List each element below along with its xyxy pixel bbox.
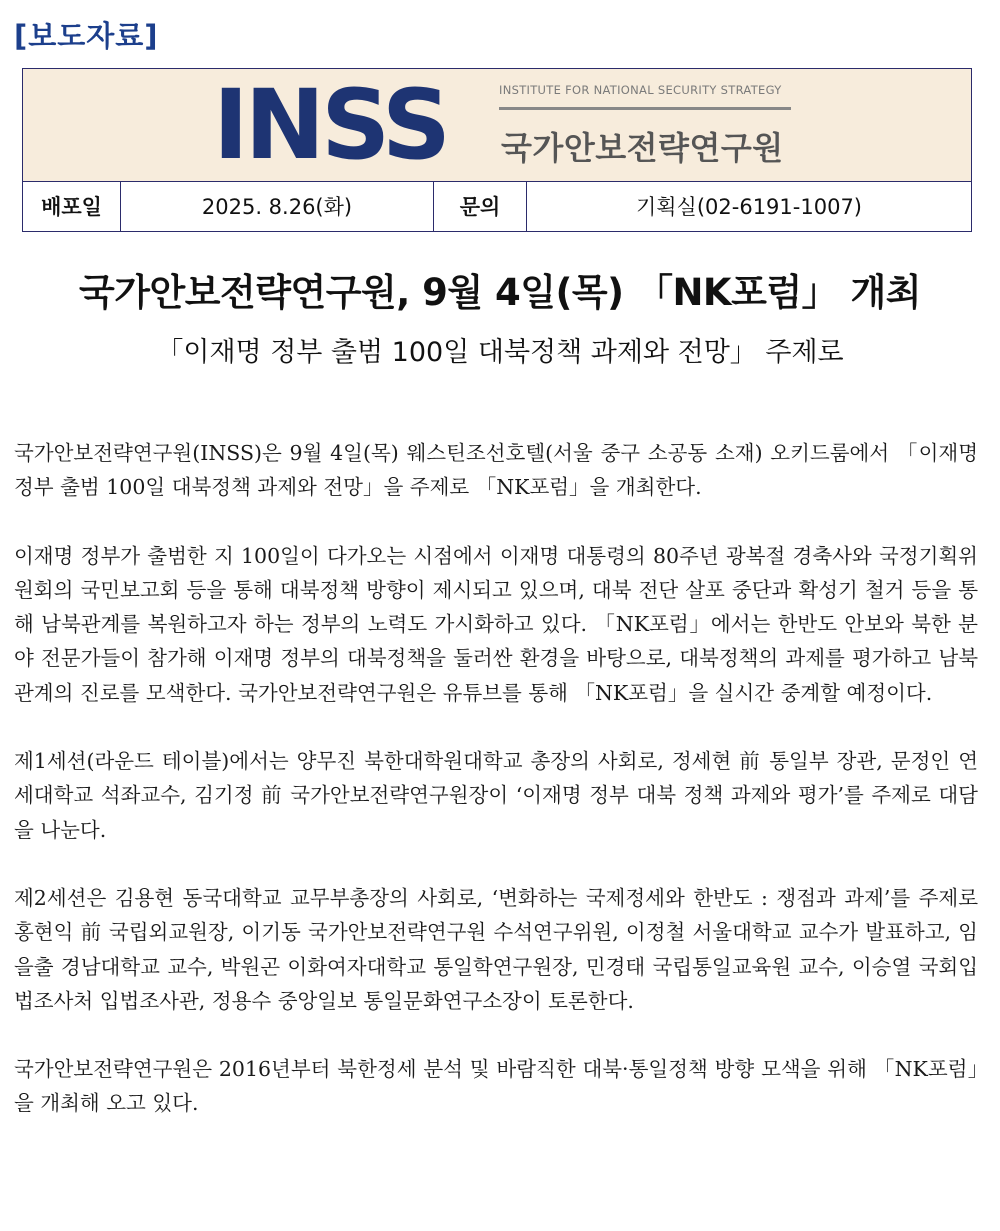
- paragraph: 국가안보전략연구원(INSS)은 9월 4일(목) 웨스틴조선호텔(서울 중구 소공동 소재) 오키드룸에서 「이재명 정부 출범 100일 대북정책 과제와 전망」을 주제로 「NK포럼」을 개최한다.: [14, 441, 978, 500]
- press-release-tag: [보도자료]: [14, 19, 159, 53]
- institute-banner: [23, 69, 971, 182]
- contact-label: 문의: [434, 181, 527, 231]
- release-info-row: [23, 181, 971, 231]
- contact-value: 기획실(02-6191-1007): [635, 195, 862, 219]
- divider-line: [499, 107, 791, 110]
- institute-name-ko: 국가안보전략연구원: [501, 129, 784, 167]
- inss-logo: INSS: [213, 69, 448, 181]
- headline: 국가안보전략연구원, 9월 4일(목) 「NK포럼」 개최: [79, 271, 921, 314]
- paragraph: 제1세션(라운드 테이블)에서는 양무진 북한대학원대학교 총장의 사회로, 정세현 前 통일부 장관, 문정인 연세대학교 석좌교수, 김기정 前 국가안보전략연구원장이 ‘이재명 정부 대북 정책 과제와 평가’를 주제로 대담을 나눈다.: [14, 749, 978, 842]
- paragraph: 제2세션은 김용현 동국대학교 교무부총장의 사회로, ‘변화하는 국제정세와 한반도 : 쟁점과 과제’를 주제로 홍현익 前 국립외교원장, 이기동 국가안보전략연구원 수석연구위원, 이정철 서울대학교 교수가 발표하고, 임을출 경남대학교 교수, 박원곤 이화여자대학교 통일학연구원장, 민경태 국립통일교육원 교수, 이승열 국회입법조사처 입법조사관, 정용수 중앙일보 통일문화연구소장이 토론한다.: [14, 885, 978, 1013]
- release-date-label: 배포일: [23, 181, 121, 231]
- article-body: [14, 436, 978, 1155]
- letterhead: [22, 68, 972, 232]
- paragraph: 이재명 정부가 출범한 지 100일이 다가오는 시점에서 이재명 대통령의 80주년 광복절 경축사와 국정기획위원회의 국민보고회 등을 통해 대북정책 방향이 제시되고 있으며, 대북 전단 살포 중단과 확성기 철거 등을 통해 남북관계를 복원하고자 하는 정부의 노력도 가시화하고 있다. 「NK포럼」에서는 한반도 안보와 북한 분야 전문가들이 참가해 이재명 정부의 대북정책을 둘러싼 환경을 바탕으로, 대북정책의 과제를 평가하고 남북관계의 진로를 모색한다. 국가안보전략연구원은 유튜브를 통해 「NK포럼」을 실시간 중계할 예정이다.: [14, 543, 978, 705]
- institute-name-en: INSTITUTE FOR NATIONAL SECURITY STRATEGY: [499, 83, 782, 97]
- paragraph: 국가안보전략연구원은 2016년부터 북한정세 분석 및 바람직한 대북·통일정책 방향 모색을 위해 「NK포럼」을 개최해 오고 있다.: [14, 1057, 978, 1116]
- subheadline: 「이재명 정부 출범 100일 대북정책 과제와 전망」 주제로: [156, 337, 844, 368]
- release-date-value: 2025. 8.26(화): [121, 181, 434, 231]
